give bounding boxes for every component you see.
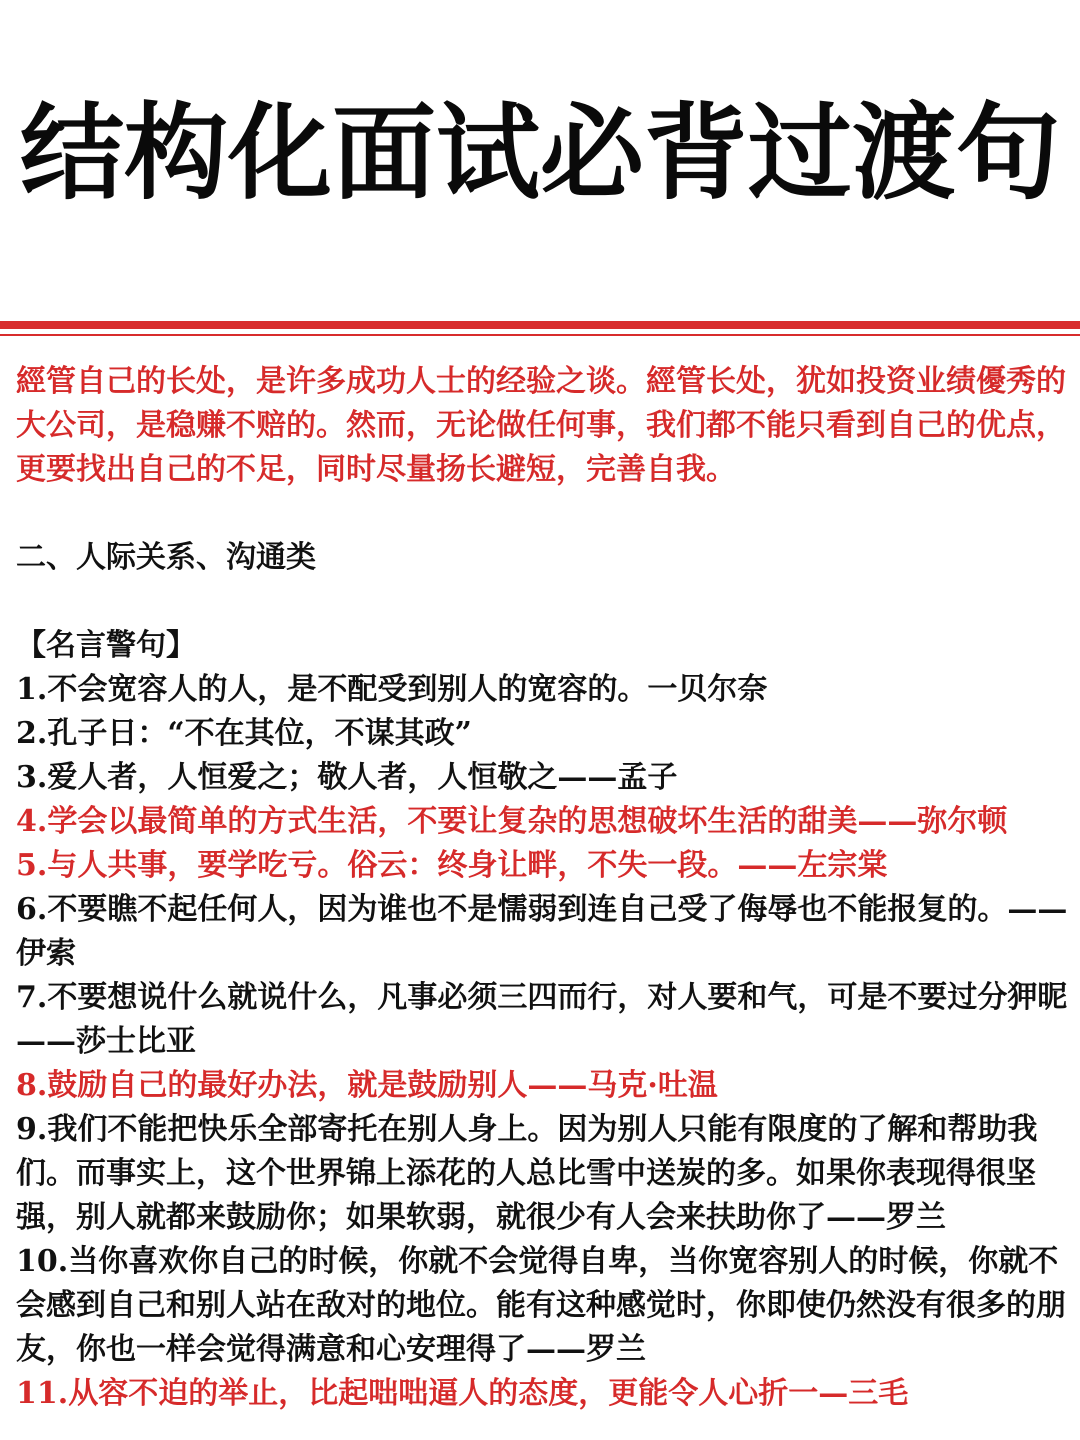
quote-item-8: 8.鼓励自己的最好办法，就是鼓励别人——马克·吐温 [16,1068,718,1103]
quote-item-5: 5.与人共事，要学吃亏。俗云：终身让畔，不失一段。——左宗棠 [16,848,888,883]
quote-item-11: 11.从容不迫的举止，比起咄咄逼人的态度，更能令人心折一—三毛 [16,1376,909,1411]
divider-thin [0,334,1080,336]
page-title: 结构化面试必背过渡句 [19,92,1060,214]
quotes-heading: 【名言警句】 [16,628,196,663]
quote-item-1: 1.不会宽容人的人，是不配受到别人的宽容的。一贝尔奈 [16,672,768,707]
quote-item-7: 7.不要想说什么就说什么，凡事必须三四而行，对人要和气，可是不要过分狎昵——莎士比亚 [16,980,1068,1059]
section-heading: 二、人际关系、沟通类 [16,540,316,575]
quote-item-6: 6.不要瞧不起任何人，因为谁也不是懦弱到连自己受了侮辱也不能报复的。——伊索 [16,892,1068,971]
article-body [16,360,1068,1416]
quote-item-10: 10.当你喜欢你自己的时候，你就不会觉得自卑，当你宽容别人的时候，你就不会感到自己和别人站在敌对的地位。能有这种感觉时，你即使仍然没有很多的朋友，你也一样会觉得满意和心安理得了——罗兰 [16,1244,1066,1367]
intro-paragraph: 經管自己的长处，是许多成功人士的经验之谈。經管长处，犹如投资业绩優秀的大公司，是稳赚不赔的。然而，无论做任何事，我们都不能只看到自己的优点，更要找出自己的不足，同时尽量扬长避短，完善自我。 [16,364,1066,487]
quote-item-3: 3.爱人者，人恒爱之；敬人者，人恒敬之——孟子 [16,760,678,795]
divider-thick [0,321,1080,329]
quote-item-9: 9.我们不能把快乐全部寄托在别人身上。因为别人只能有限度的了解和帮助我们。而事实上，这个世界锦上添花的人总比雪中送炭的多。如果你表现得很坚强，别人就都来鼓励你；如果软弱，就很少有人会来扶助你了——罗兰 [16,1112,1038,1235]
quote-item-2: 2.孔子日：“不在其位，不谋其政” [16,716,472,751]
quote-item-4: 4.学会以最简单的方式生活，不要让复杂的思想破坏生活的甜美——弥尔顿 [16,804,1008,839]
